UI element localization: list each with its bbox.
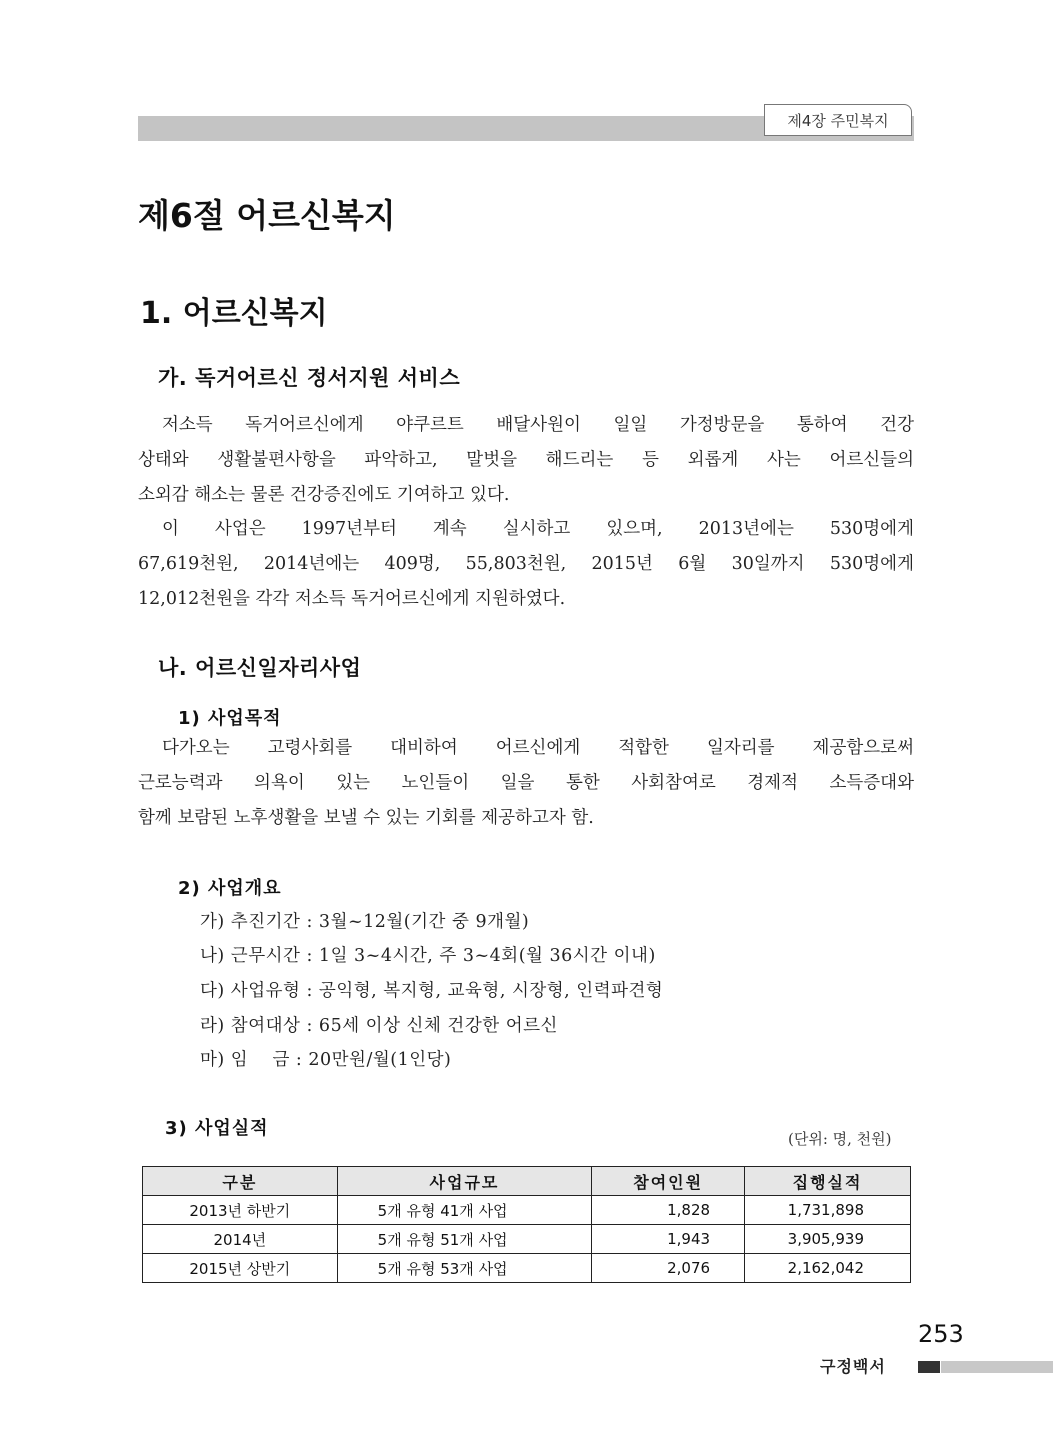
overview-item: 다) 사업유형 : 공익형, 복지형, 교육형, 시장형, 인력파견형 (200, 981, 664, 1001)
header-participants: 참여인원 (592, 1167, 745, 1196)
table-header-row (143, 1167, 911, 1196)
table-row (143, 1254, 911, 1283)
cell-participants: 2,076 (592, 1254, 745, 1283)
subsection-b-title: 나. 어르신일자리사업 (158, 656, 362, 680)
cell-category: 2013년 하반기 (143, 1196, 338, 1225)
heading-1: 1. 어르신복지 (140, 296, 328, 331)
overview-item: 가) 추진기간 : 3월~12월(기간 중 9개월) (200, 912, 530, 932)
cell-scale: 5개 유형 53개 사업 (337, 1254, 592, 1283)
cell-scale: 5개 유형 51개 사업 (337, 1225, 592, 1254)
overview-item: 라) 참여대상 : 65세 이상 신체 건강한 어르신 (200, 1016, 558, 1036)
chapter-tab: 제4장 주민복지 (764, 104, 912, 136)
table-row (143, 1196, 911, 1225)
paragraph-line: 함께 보람된 노후생활을 보낼 수 있는 기회를 제공하고자 함. (138, 808, 594, 828)
paragraph-line: 소외감 해소는 물론 건강증진에도 기여하고 있다. (138, 485, 510, 505)
cell-participants: 1,828 (592, 1196, 745, 1225)
paragraph-line: 근로능력과 의욕이 있는 노인들이 일을 통한 사회참여로 경제적 소득증대와 (138, 773, 914, 793)
header-scale: 사업규모 (337, 1167, 592, 1196)
page-number: 253 (918, 1320, 964, 1348)
footer-title: 구정백서 (820, 1357, 886, 1376)
cell-participants: 1,943 (592, 1225, 745, 1254)
overview-item: 나) 근무시간 : 1일 3~4시간, 주 3~4회(월 36시간 이내) (200, 946, 656, 966)
purpose-paragraph (138, 731, 914, 836)
footer-bar-dark (918, 1361, 940, 1373)
subsection-a-paragraph-1 (138, 408, 914, 513)
cell-expenditure: 1,731,898 (745, 1196, 911, 1225)
paragraph-line: 이 사업은 1997년부터 계속 실시하고 있으며, 2013년에는 530명에게 (162, 519, 914, 539)
cell-scale: 5개 유형 41개 사업 (337, 1196, 592, 1225)
paragraph-line: 저소득 독거어르신에게 야쿠르트 배달사원이 일일 가정방문을 통하여 건강 (162, 415, 914, 435)
unit-note: (단위: 명, 천원) (788, 1130, 892, 1148)
overview-title: 2) 사업개요 (178, 878, 282, 899)
footer-bar-light (941, 1361, 1053, 1373)
cell-category: 2014년 (143, 1225, 338, 1254)
paragraph-line: 67,619천원, 2014년에는 409명, 55,803천원, 2015년 6월 30일까지 530명에게 (138, 554, 914, 574)
cell-category: 2015년 상반기 (143, 1254, 338, 1283)
header-expenditure: 집행실적 (745, 1167, 911, 1196)
cell-expenditure: 2,162,042 (745, 1254, 911, 1283)
table-row (143, 1225, 911, 1254)
paragraph-line: 다가오는 고령사회를 대비하여 어르신에게 적합한 일자리를 제공함으로써 (162, 738, 914, 758)
section-title: 제6절 어르신복지 (138, 196, 396, 235)
subsection-a-title: 가. 독거어르신 정서지원 서비스 (158, 366, 461, 390)
results-title: 3) 사업실적 (165, 1118, 269, 1139)
subsection-a-paragraph-2 (138, 512, 914, 617)
results-table (142, 1166, 911, 1283)
header-category: 구분 (143, 1167, 338, 1196)
overview-item: 마) 임 금 : 20만원/월(1인당) (200, 1050, 452, 1070)
purpose-title: 1) 사업목적 (178, 708, 282, 729)
cell-expenditure: 3,905,939 (745, 1225, 911, 1254)
paragraph-line: 상태와 생활불편사항을 파악하고, 말벗을 해드리는 등 외롭게 사는 어르신들의 (138, 450, 914, 470)
paragraph-line: 12,012천원을 각각 저소득 독거어르신에게 지원하였다. (138, 589, 566, 609)
